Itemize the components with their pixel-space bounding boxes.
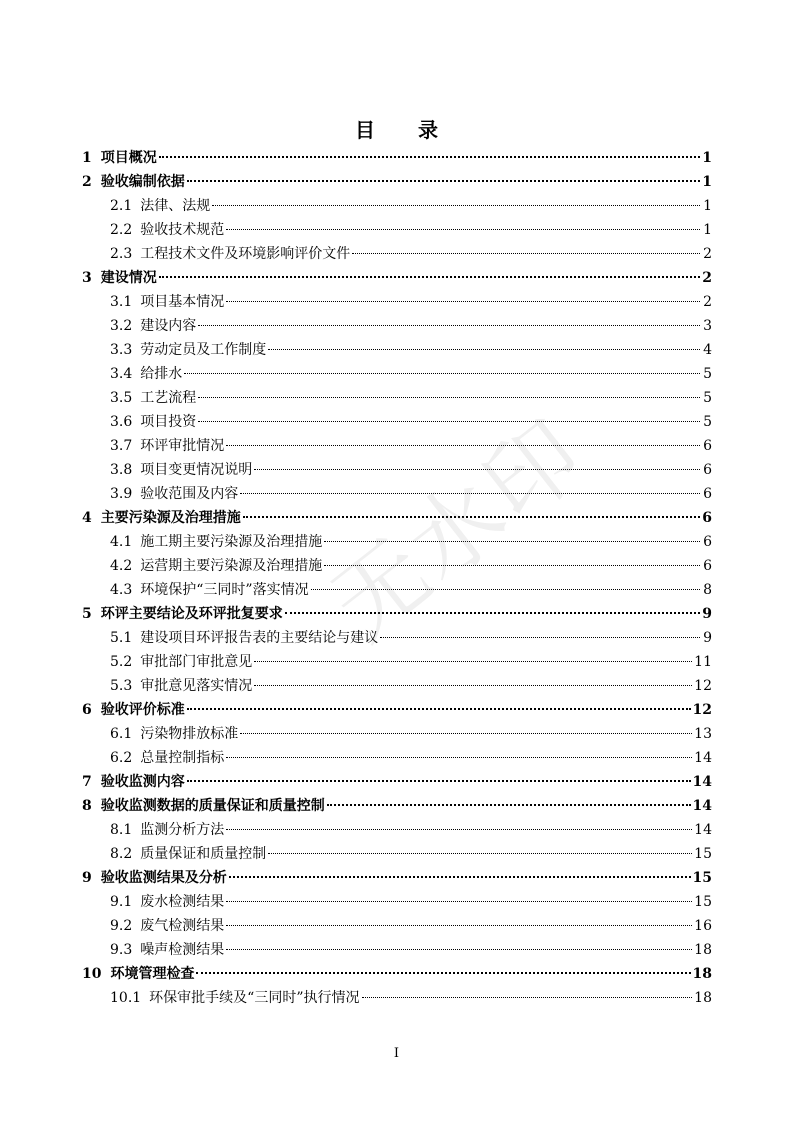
- toc-dot-leader: [229, 876, 691, 878]
- toc-entry-page: 9: [702, 606, 712, 622]
- toc-entry-title: 劳动定员及工作制度: [140, 342, 267, 358]
- watermark: 无水印: [312, 398, 606, 661]
- toc-entry-number: 3.8: [110, 462, 133, 478]
- toc-entry-page: 1: [703, 222, 712, 238]
- toc-dot-leader: [198, 325, 700, 326]
- toc-entry-page: 1: [702, 150, 712, 166]
- toc-dot-leader: [226, 301, 700, 302]
- toc-entry-title: 环保审批手续及“三同时”执行情况: [149, 990, 360, 1006]
- toc-entry-number: 2.2: [110, 222, 133, 238]
- toc-entry-number: 10.1: [110, 990, 142, 1006]
- toc-dot-leader: [198, 421, 700, 422]
- toc-entry-title: 废水检测结果: [140, 894, 225, 910]
- toc-entry-title: 环境保护“三同时”落实情况: [140, 582, 309, 598]
- toc-dot-leader: [362, 997, 693, 998]
- toc-entry-title: 环境管理检查: [110, 966, 195, 982]
- toc-entry-number: 1: [82, 150, 92, 166]
- toc-entry-title: 建设情况: [100, 270, 157, 286]
- table-of-contents: [82, 146, 712, 1010]
- toc-entry-page: 15: [694, 846, 712, 862]
- toc-entry-page: 1: [702, 174, 712, 190]
- toc-entry[interactable]: [82, 602, 712, 626]
- toc-entry-title: 验收评价标准: [100, 702, 185, 718]
- toc-entry-page: 5: [703, 390, 712, 406]
- toc-entry-title: 给排水: [140, 366, 183, 382]
- toc-entry[interactable]: [82, 170, 712, 194]
- toc-entry[interactable]: [82, 578, 712, 602]
- toc-dot-leader: [187, 708, 691, 710]
- toc-entry-page: 6: [703, 438, 712, 454]
- toc-entry[interactable]: [82, 626, 712, 650]
- toc-entry-page: 9: [703, 630, 712, 646]
- toc-entry-page: 8: [703, 582, 712, 598]
- toc-entry-page: 11: [694, 654, 712, 670]
- toc-entry-number: 8.2: [110, 846, 133, 862]
- toc-dot-leader: [226, 949, 692, 950]
- toc-entry-page: 14: [694, 750, 712, 766]
- toc-entry[interactable]: [82, 434, 712, 458]
- toc-dot-leader: [254, 469, 700, 470]
- toc-entry-title: 验收范围及内容: [140, 486, 239, 502]
- toc-entry-number: 3.3: [110, 342, 133, 358]
- toc-entry-title: 验收监测数据的质量保证和质量控制: [100, 798, 325, 814]
- toc-entry-page: 2: [703, 294, 712, 310]
- toc-entry-title: 验收监测结果及分析: [100, 870, 227, 886]
- toc-entry-number: 8.1: [110, 822, 133, 838]
- toc-entry-page: 15: [694, 894, 712, 910]
- toc-dot-leader: [285, 612, 700, 614]
- toc-entry-number: 3: [82, 270, 92, 286]
- toc-dot-leader: [240, 493, 700, 494]
- toc-entry-number: 5.3: [110, 678, 133, 694]
- toc-entry-title: 工艺流程: [140, 390, 197, 406]
- toc-entry-title: 废气检测结果: [140, 918, 225, 934]
- toc-entry[interactable]: [82, 722, 712, 746]
- toc-entry-page: 15: [692, 870, 712, 886]
- toc-entry-title: 质量保证和质量控制: [140, 846, 267, 862]
- toc-entry-page: 2: [703, 246, 712, 262]
- toc-entry-page: 12: [694, 678, 712, 694]
- toc-entry-page: 18: [694, 990, 712, 1006]
- toc-entry-number: 5.2: [110, 654, 133, 670]
- toc-entry-number: 6.1: [110, 726, 133, 742]
- toc-dot-leader: [187, 780, 691, 782]
- toc-entry-title: 项目投资: [140, 414, 197, 430]
- toc-dot-leader: [311, 589, 700, 590]
- toc-dot-leader: [226, 229, 700, 230]
- toc-entry-page: 14: [694, 822, 712, 838]
- toc-entry-title: 验收编制依据: [100, 174, 185, 190]
- toc-dot-leader: [187, 180, 700, 182]
- toc-entry-number: 8: [82, 798, 92, 814]
- toc-entry[interactable]: [82, 242, 712, 266]
- toc-entry-number: 5: [82, 606, 92, 622]
- toc-dot-leader: [226, 757, 692, 758]
- toc-title: 目 录: [355, 118, 456, 142]
- toc-entry-number: 2.1: [110, 198, 133, 214]
- toc-entry[interactable]: [82, 194, 712, 218]
- toc-dot-leader: [243, 516, 700, 518]
- toc-entry-number: 3.4: [110, 366, 133, 382]
- toc-entry[interactable]: [82, 818, 712, 842]
- toc-entry-page: 6: [703, 486, 712, 502]
- toc-entry[interactable]: [82, 866, 712, 890]
- toc-entry[interactable]: [82, 458, 712, 482]
- toc-entry[interactable]: [82, 410, 712, 434]
- toc-entry-title: 总量控制指标: [140, 750, 225, 766]
- toc-entry-number: 4: [82, 510, 92, 526]
- toc-entry-title: 环评主要结论及环评批复要求: [100, 606, 283, 622]
- toc-entry[interactable]: [82, 794, 712, 818]
- toc-entry[interactable]: [82, 914, 712, 938]
- toc-dot-leader: [159, 156, 700, 158]
- toc-entry-page: 1: [703, 198, 712, 214]
- toc-entry-title: 噪声检测结果: [140, 942, 225, 958]
- toc-entry-title: 项目基本情况: [140, 294, 225, 310]
- toc-entry-page: 18: [694, 942, 712, 958]
- toc-entry-number: 3.6: [110, 414, 133, 430]
- toc-entry-page: 3: [703, 318, 712, 334]
- toc-entry-title: 法律、法规: [140, 198, 211, 214]
- toc-entry-title: 审批部门审批意见: [140, 654, 253, 670]
- toc-entry-page: 6: [703, 534, 712, 550]
- toc-entry-page: 5: [703, 414, 712, 430]
- toc-dot-leader: [226, 925, 692, 926]
- toc-entry-number: 6.2: [110, 750, 133, 766]
- toc-dot-leader: [226, 445, 700, 446]
- toc-entry-title: 建设项目环评报告表的主要结论与建议: [140, 630, 379, 646]
- toc-dot-leader: [240, 733, 692, 734]
- toc-entry[interactable]: [82, 314, 712, 338]
- toc-entry[interactable]: [82, 338, 712, 362]
- toc-entry[interactable]: [82, 554, 712, 578]
- toc-entry[interactable]: [82, 506, 712, 530]
- toc-entry-title: 建设内容: [140, 318, 197, 334]
- toc-dot-leader: [196, 972, 690, 974]
- toc-entry[interactable]: [82, 482, 712, 506]
- toc-entry-page: 6: [702, 510, 712, 526]
- toc-entry[interactable]: [82, 770, 712, 794]
- toc-dot-leader: [254, 685, 692, 686]
- toc-entry-page: 12: [692, 702, 712, 718]
- toc-entry[interactable]: [82, 674, 712, 698]
- toc-dot-leader: [327, 804, 691, 806]
- toc-entry-title: 施工期主要污染源及治理措施: [140, 534, 323, 550]
- toc-entry-title: 审批意见落实情况: [140, 678, 253, 694]
- toc-entry-page: 2: [702, 270, 712, 286]
- toc-dot-leader: [226, 829, 692, 830]
- toc-entry[interactable]: [82, 890, 712, 914]
- toc-entry-number: 4.1: [110, 534, 133, 550]
- toc-dot-leader: [212, 205, 700, 206]
- toc-dot-leader: [324, 565, 700, 566]
- toc-entry-page: 6: [703, 558, 712, 574]
- toc-entry[interactable]: [82, 218, 712, 242]
- toc-entry[interactable]: [82, 986, 712, 1010]
- toc-dot-leader: [268, 853, 692, 854]
- toc-entry-title: 项目变更情况说明: [140, 462, 253, 478]
- toc-dot-leader: [324, 541, 700, 542]
- toc-entry-number: 4.2: [110, 558, 133, 574]
- toc-entry-title: 主要污染源及治理措施: [100, 510, 241, 526]
- toc-dot-leader: [198, 397, 700, 398]
- toc-entry-number: 2: [82, 174, 92, 190]
- toc-entry[interactable]: [82, 530, 712, 554]
- toc-entry[interactable]: [82, 746, 712, 770]
- toc-entry-number: 2.3: [110, 246, 133, 262]
- toc-entry-number: 9: [82, 870, 92, 886]
- toc-entry-number: 3.5: [110, 390, 133, 406]
- toc-entry-page: 14: [692, 798, 712, 814]
- toc-dot-leader: [254, 661, 692, 662]
- toc-entry-title: 污染物排放标准: [140, 726, 239, 742]
- toc-entry[interactable]: [82, 266, 712, 290]
- toc-entry-number: 3.2: [110, 318, 133, 334]
- toc-dot-leader: [352, 253, 700, 254]
- toc-entry-number: 4.3: [110, 582, 133, 598]
- toc-entry[interactable]: [82, 698, 712, 722]
- toc-entry[interactable]: [82, 962, 712, 986]
- toc-entry[interactable]: [82, 290, 712, 314]
- toc-entry-title: 项目概况: [100, 150, 157, 166]
- page-number: I: [393, 1046, 400, 1061]
- toc-dot-leader: [184, 373, 700, 374]
- toc-dot-leader: [380, 637, 700, 638]
- toc-entry-title: 监测分析方法: [140, 822, 225, 838]
- toc-entry-number: 3.1: [110, 294, 133, 310]
- toc-entry-number: 9.1: [110, 894, 133, 910]
- toc-entry-number: 9.2: [110, 918, 133, 934]
- toc-entry-number: 3.7: [110, 438, 133, 454]
- toc-entry[interactable]: [82, 650, 712, 674]
- toc-entry-number: 6: [82, 702, 92, 718]
- toc-entry[interactable]: [82, 386, 712, 410]
- toc-entry-page: 16: [694, 918, 712, 934]
- toc-entry-page: 13: [694, 726, 712, 742]
- toc-entry-page: 5: [703, 366, 712, 382]
- toc-entry-number: 10: [82, 966, 102, 982]
- toc-entry-number: 3.9: [110, 486, 133, 502]
- toc-entry-number: 7: [82, 774, 92, 790]
- toc-dot-leader: [159, 276, 700, 278]
- toc-entry[interactable]: [82, 938, 712, 962]
- toc-entry-title: 运营期主要污染源及治理措施: [140, 558, 323, 574]
- toc-entry[interactable]: [82, 146, 712, 170]
- toc-entry-title: 工程技术文件及环境影响评价文件: [140, 246, 351, 262]
- toc-entry-number: 5.1: [110, 630, 133, 646]
- toc-entry[interactable]: [82, 362, 712, 386]
- toc-entry-page: 4: [703, 342, 712, 358]
- toc-entry-title: 验收技术规范: [140, 222, 225, 238]
- toc-entry-page: 14: [692, 774, 712, 790]
- toc-entry-title: 环评审批情况: [140, 438, 225, 454]
- toc-dot-leader: [268, 349, 700, 350]
- toc-entry[interactable]: [82, 842, 712, 866]
- toc-entry-number: 9.3: [110, 942, 133, 958]
- toc-dot-leader: [226, 901, 692, 902]
- toc-entry-page: 6: [703, 462, 712, 478]
- toc-entry-page: 18: [692, 966, 712, 982]
- toc-entry-title: 验收监测内容: [100, 774, 185, 790]
